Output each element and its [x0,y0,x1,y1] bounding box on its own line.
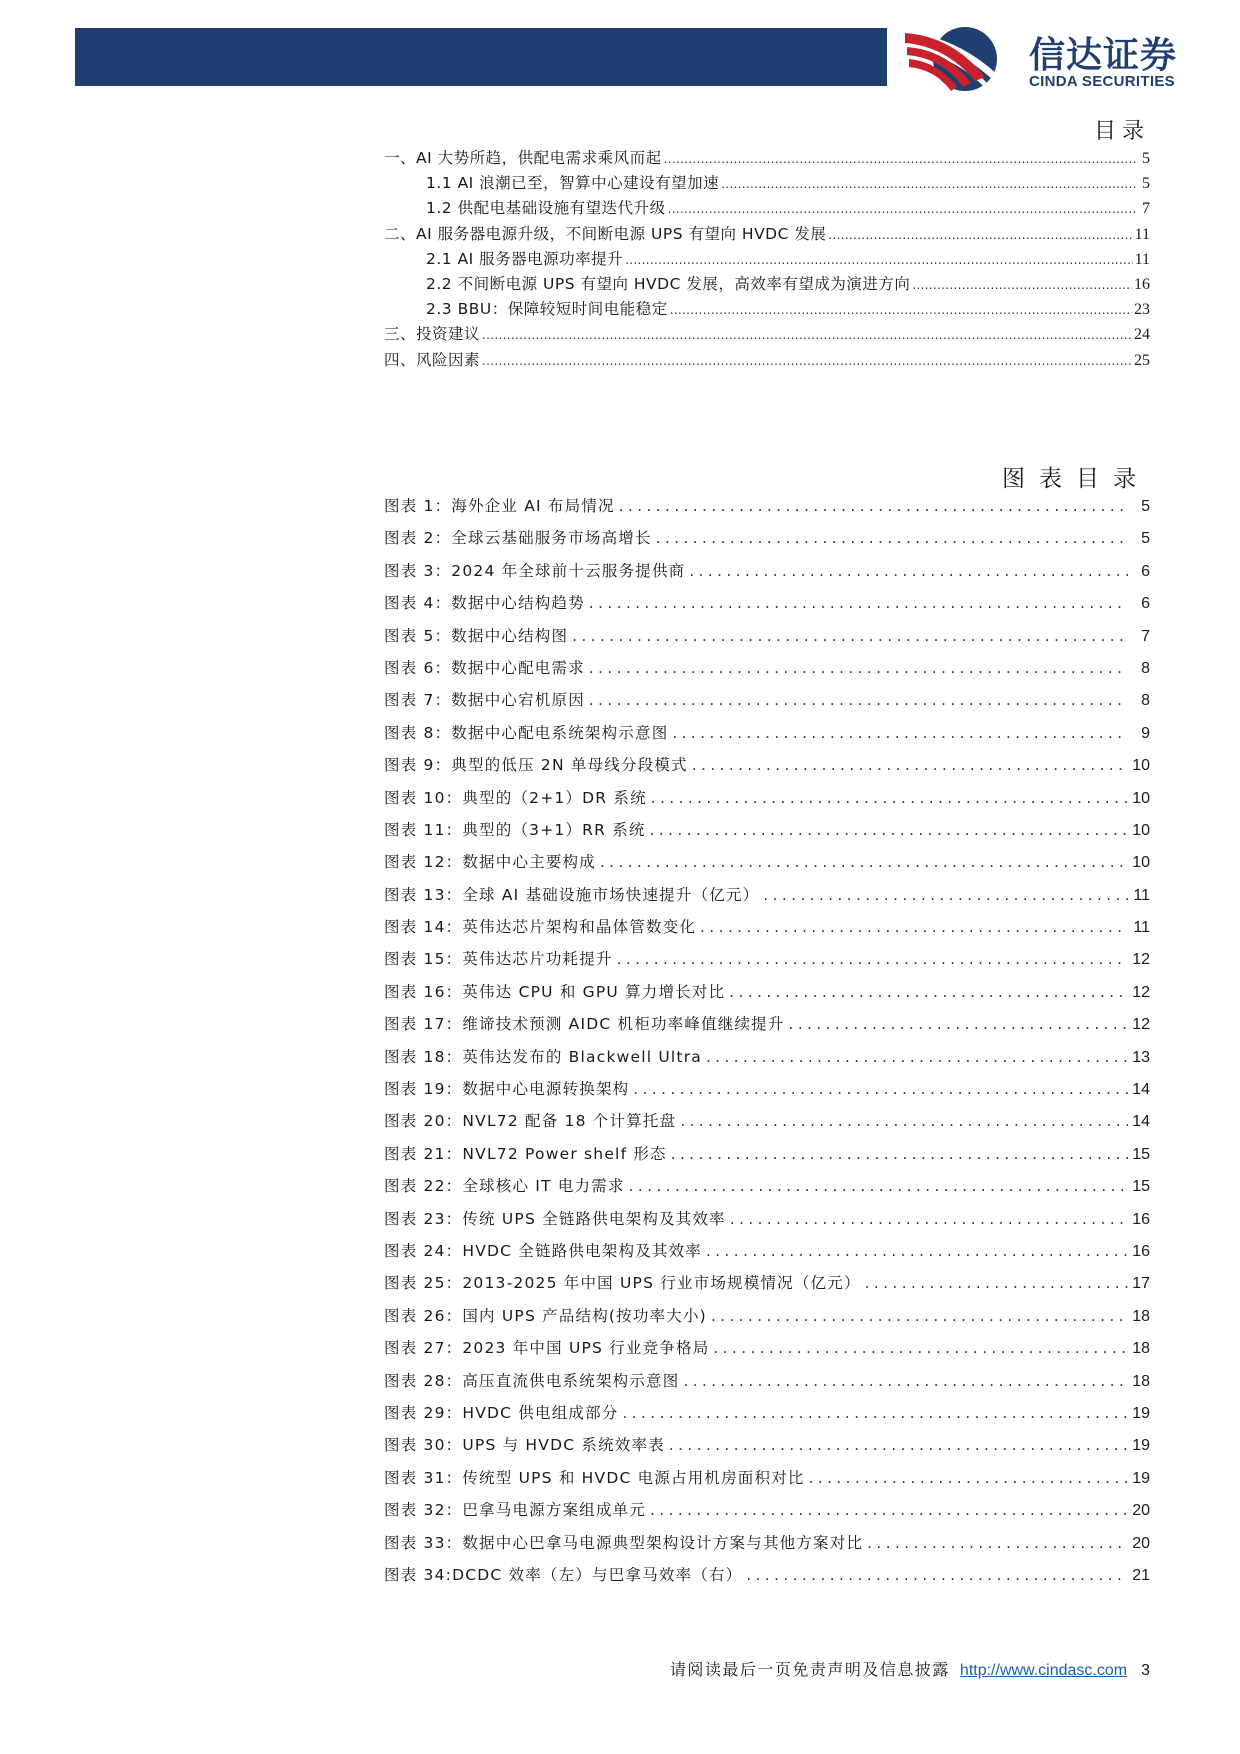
dot-leader [789,1015,1128,1033]
dot-leader [617,950,1128,968]
figure-entry-label: 图表 19：数据中心电源转换架构 [384,1080,630,1099]
figure-entry-page: 20 [1132,1534,1150,1552]
website-link[interactable]: http://www.cindasc.com [959,1662,1128,1679]
figure-entry-page: 15 [1132,1145,1150,1163]
figure-entry-page: 9 [1141,724,1150,742]
toc-entry-page: 16 [1134,275,1150,293]
header-bar [75,28,887,86]
dot-leader [669,1436,1128,1454]
figure-entry[interactable] [384,1563,1150,1595]
figure-entry[interactable] [384,1531,1150,1563]
figure-entry-page: 14 [1132,1113,1150,1131]
toc-entry-label: 2.2 不间断电源 UPS 有望向 HVDC 发展，高效率有望成为演进方向 [426,274,911,293]
toc-entry-label: 2.1 AI 服务器电源功率提升 [426,249,624,268]
toc-entry[interactable] [384,247,1150,272]
figure-entry-label: 图表 24：HVDC 全链路供电架构及其效率 [384,1241,702,1260]
dot-leader [633,1080,1128,1098]
figure-entry-label: 图表 16：英伟达 CPU 和 GPU 算力增长对比 [384,982,726,1001]
toc-entry[interactable] [384,146,1150,171]
dot-leader [656,529,1128,547]
figure-entry[interactable] [384,591,1150,623]
figure-entry-page: 21 [1132,1566,1150,1584]
toc-entry[interactable] [384,196,1150,221]
dot-leader [651,789,1128,807]
toc-title: 目录 [1093,119,1150,144]
figure-entry-label: 图表 34:DCDC 效率（左）与巴拿马效率（右） [384,1565,743,1584]
figure-entry-page: 5 [1141,498,1150,515]
page-footer [670,1657,1150,1680]
toc-entry-label: 1.2 供配电基础设施有望迭代升级 [426,199,666,218]
toc-entry-label: 1.1 AI 浪潮已至，智算中心建设有望加速 [426,174,720,193]
toc-entry-label: 三、投资建议 [384,325,481,344]
figures-title: 图表目录 [1002,466,1150,492]
figure-entry-label: 图表 21：NVL72 Power shelf 形态 [384,1144,667,1163]
figure-entry[interactable] [384,753,1150,785]
figure-entry[interactable] [384,1207,1150,1239]
figure-entry-page: 12 [1132,1016,1150,1034]
figure-entry-label: 图表 31：传统型 UPS 和 HVDC 电源占用机房面积对比 [384,1468,805,1487]
dot-leader [600,853,1128,871]
figure-entry[interactable] [384,526,1150,558]
figure-entry[interactable] [384,818,1150,850]
figure-entry-page: 10 [1132,854,1150,872]
figure-entry[interactable] [384,1012,1150,1044]
figure-entry-label: 图表 18：英伟达发布的 Blackwell Ultra [384,1047,702,1066]
page-number: 3 [1141,1662,1150,1679]
dot-leader [763,886,1128,904]
figures-list [384,494,1150,1595]
figure-entry-page: 10 [1132,789,1150,807]
figure-entry-label: 图表 6：数据中心配电需求 [384,658,585,677]
figure-entry[interactable] [384,1433,1150,1465]
figure-entry[interactable] [384,1498,1150,1530]
dot-leader [623,1404,1129,1422]
figure-entry[interactable] [384,1369,1150,1401]
toc-entry-page: 24 [1134,326,1150,344]
toc-entry-page: 25 [1134,351,1150,369]
figure-entry[interactable] [384,624,1150,656]
figure-entry-label: 图表 14：英伟达芯片架构和晶体管数变化 [384,918,697,937]
figure-entry-page: 14 [1132,1081,1150,1099]
figure-entry-label: 图表 3：2024 年全球前十云服务提供商 [384,561,686,580]
figure-entry-page: 11 [1133,886,1150,904]
dot-leader [589,691,1128,709]
figure-entry-page: 17 [1132,1275,1150,1293]
figure-entry[interactable] [384,1466,1150,1498]
dot-leader [650,1501,1128,1519]
dot-leader [706,1242,1128,1260]
figure-entry-label: 图表 25：2013-2025 年中国 UPS 行业市场规模情况（亿元） [384,1274,861,1293]
figure-entry-page: 6 [1141,595,1150,613]
figure-entry-label: 图表 28：高压直流供电系统架构示意图 [384,1371,680,1390]
figure-entry[interactable] [384,688,1150,720]
figure-entry-page: 13 [1132,1048,1150,1066]
figure-entry-label: 图表 9：典型的低压 2N 单母线分段模式 [384,756,688,775]
figure-entry-page: 8 [1141,692,1150,710]
dot-leader [672,724,1128,742]
figure-entry-label: 图表 22：全球核心 IT 电力需求 [384,1177,625,1196]
figure-entry-label: 图表 26：国内 UPS 产品结构(按功率大小) [384,1306,707,1325]
figure-entry[interactable] [384,915,1150,947]
figure-entry[interactable] [384,1142,1150,1174]
figure-entry-label: 图表 29：HVDC 供电组成部分 [384,1403,619,1422]
dot-leader [711,1307,1128,1325]
dot-leader [713,1339,1128,1357]
dot-leader [629,1177,1128,1195]
toc-entry-label: 2.3 BBU：保障较短时间电能稳定 [426,300,668,319]
dot-leader [589,594,1128,612]
figure-entry[interactable] [384,1109,1150,1141]
figure-entry-page: 12 [1132,983,1150,1001]
dot-leader [809,1469,1128,1487]
brand-name-en: CINDA SECURITIES [1029,73,1175,90]
figure-entry-page: 20 [1132,1502,1150,1520]
dot-leader [664,152,1136,166]
figure-entry-page: 10 [1132,757,1150,775]
figure-entry-label: 图表 2：全球云基础服务市场高增长 [384,529,652,548]
figure-entry[interactable] [384,656,1150,688]
dot-leader [680,1112,1128,1130]
dot-leader [668,202,1136,216]
disclaimer-note: 请阅读最后一页免责声明及信息披露 [669,1660,950,1679]
figure-entry[interactable] [384,1401,1150,1433]
dot-leader [746,1566,1128,1584]
figure-entry-page: 11 [1133,919,1150,937]
figure-entry-page: 6 [1141,562,1150,580]
toc-entry[interactable] [384,222,1150,247]
toc-entry-label: 四、风险因素 [384,350,481,369]
dot-leader [721,177,1136,191]
company-logo [905,25,1210,93]
toc-entry[interactable] [384,348,1150,373]
figure-entry-label: 图表 32：巴拿马电源方案组成单元 [384,1501,647,1520]
dot-leader [671,1145,1128,1163]
toc-entry-page: 11 [1134,250,1150,268]
toc-entry-page: 5 [1142,175,1150,193]
figure-entry[interactable] [384,1045,1150,1077]
dot-leader [482,354,1132,368]
figure-entry-page: 19 [1132,1469,1150,1487]
toc-entry[interactable] [384,272,1150,297]
dot-leader [692,756,1128,774]
figure-entry-page: 18 [1132,1307,1150,1325]
figure-entry[interactable] [384,1271,1150,1303]
toc-list [384,146,1150,373]
dot-leader [619,497,1128,515]
figure-entry-page: 19 [1132,1437,1150,1455]
toc-entry[interactable] [384,322,1150,347]
figure-entry[interactable] [384,559,1150,591]
figure-entry[interactable] [384,494,1150,526]
figure-entry[interactable] [384,786,1150,818]
figure-entry-label: 图表 23：传统 UPS 全链路供电架构及其效率 [384,1209,726,1228]
toc-entry[interactable] [384,171,1150,196]
toc-entry-label: 二、AI 服务器电源升级，不间断电源 UPS 有望向 HVDC 发展 [384,224,827,243]
figure-entry-label: 图表 1：海外企业 AI 布局情况 [384,497,615,515]
dot-leader [700,918,1128,936]
toc-entry-page: 23 [1134,301,1150,319]
figure-entry[interactable] [384,850,1150,882]
figure-entry-label: 图表 13：全球 AI 基础设施市场快速提升（亿元） [384,885,760,904]
figure-entry[interactable] [384,980,1150,1012]
figure-entry-label: 图表 8：数据中心配电系统架构示意图 [384,723,669,742]
figure-entry-page: 18 [1132,1340,1150,1358]
dot-leader [670,303,1132,317]
figure-entry-page: 16 [1132,1210,1150,1228]
figure-entry-label: 图表 10：典型的（2+1）DR 系统 [384,788,647,807]
figure-entry-label: 图表 5：数据中心结构图 [384,626,569,645]
cinda-emblem-icon [905,25,1025,93]
toc-entry-label: 一、AI 大势所趋，供配电需求乘风而起 [384,149,662,167]
figure-entry-page: 19 [1132,1404,1150,1422]
toc-entry[interactable] [384,297,1150,322]
figure-entry[interactable] [384,883,1150,915]
dot-leader [689,562,1128,580]
toc-entry-page: 11 [1134,225,1150,243]
figure-entry-label: 图表 17：维谛技术预测 AIDC 机柜功率峰值继续提升 [384,1015,785,1034]
figure-entry-label: 图表 7：数据中心宕机原因 [384,691,585,710]
figure-entry-page: 5 [1141,530,1150,548]
figure-entry-page: 15 [1132,1178,1150,1196]
dot-leader [867,1534,1128,1552]
figure-entry-label: 图表 4：数据中心结构趋势 [384,594,585,613]
figure-entry[interactable] [384,947,1150,979]
dot-leader [650,821,1128,839]
figure-entry-page: 16 [1132,1242,1150,1260]
dot-leader [572,627,1128,645]
dot-leader [589,659,1128,677]
dot-leader [828,228,1132,242]
figure-entry-label: 图表 15：英伟达芯片功耗提升 [384,950,613,969]
dot-leader [482,328,1132,342]
figure-entry[interactable] [384,1336,1150,1368]
figure-entry-page: 7 [1141,627,1150,645]
figure-entry[interactable] [384,1239,1150,1271]
dot-leader [912,278,1132,292]
figure-entry-label: 图表 11：典型的（3+1）RR 系统 [384,820,646,839]
figure-entry-label: 图表 20：NVL72 配备 18 个计算托盘 [384,1112,677,1131]
figure-entry-label: 图表 12：数据中心主要构成 [384,853,596,872]
dot-leader [706,1048,1128,1066]
dot-leader [865,1274,1128,1292]
figure-entry-label: 图表 27：2023 年中国 UPS 行业竞争格局 [384,1339,710,1358]
figure-entry-label: 图表 30：UPS 与 HVDC 系统效率表 [384,1436,665,1455]
dot-leader [729,983,1128,1001]
figure-entry[interactable] [384,1174,1150,1206]
figure-entry[interactable] [384,721,1150,753]
toc-entry-page: 5 [1142,150,1150,167]
figure-entry[interactable] [384,1077,1150,1109]
figure-entry-page: 10 [1132,821,1150,839]
brand-name-cn: 信达证券 [1029,35,1178,76]
dot-leader [625,253,1132,267]
dot-leader [730,1210,1128,1228]
figure-entry-page: 12 [1132,951,1150,969]
figure-entry[interactable] [384,1304,1150,1336]
figure-entry-page: 8 [1141,659,1150,677]
figure-entry-label: 图表 33：数据中心巴拿马电源典型架构设计方案与其他方案对比 [384,1533,864,1552]
figure-entry-page: 18 [1132,1372,1150,1390]
dot-leader [683,1372,1128,1390]
toc-entry-page: 7 [1142,200,1150,218]
